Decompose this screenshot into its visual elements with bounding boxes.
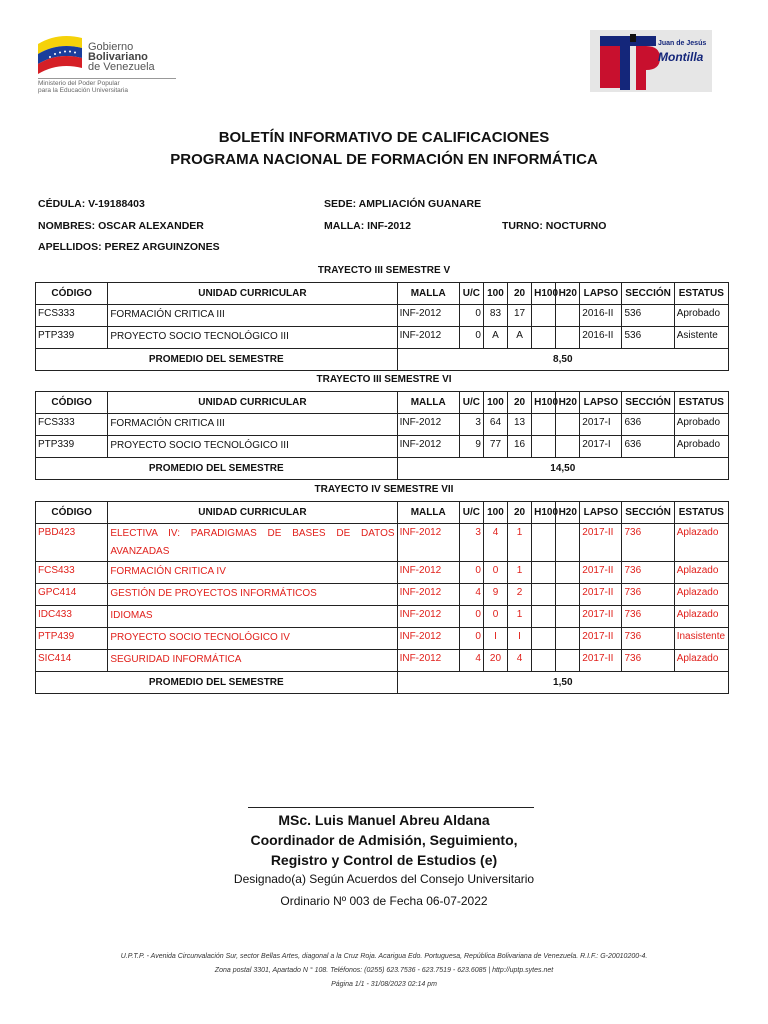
- cell-malla: INF-2012: [397, 650, 459, 672]
- average-label: PROMEDIO DEL SEMESTRE: [36, 458, 398, 480]
- cell-lapso: 2017-II: [580, 524, 622, 562]
- column-header: 20: [508, 283, 532, 305]
- cell-h100: [532, 606, 556, 628]
- footer-page-info: Página 1/1 - 31/08/2023 02:14 pm: [331, 981, 437, 988]
- cell-h100: [532, 584, 556, 606]
- cell-codigo: GPC414: [36, 584, 108, 606]
- footer-contact: Zona postal 3301, Apartado N ° 108. Teléfonos: (0255) 623.7536 - 623.7519 - 623.6085 | http://uptp.sytes.net: [214, 967, 554, 974]
- column-header: SECCIÓN: [622, 283, 674, 305]
- cell-h20: [556, 584, 580, 606]
- cell-h20: [556, 305, 580, 327]
- average-value: 14,50: [397, 458, 728, 480]
- gov-line1: Gobierno: [88, 41, 134, 53]
- column-header: 100: [483, 502, 507, 524]
- cell-h100: [532, 436, 556, 458]
- cell-codigo: FCS433: [36, 562, 108, 584]
- cell-h20: [556, 524, 580, 562]
- column-header: U/C: [459, 392, 483, 414]
- cell-seccion: 736: [622, 606, 674, 628]
- cell-h100: [532, 327, 556, 349]
- column-header: SECCIÓN: [622, 392, 674, 414]
- table-row: [36, 414, 729, 436]
- title-line1: BOLETÍN INFORMATIVO DE CALIFICACIONES: [218, 129, 550, 146]
- cell-n100: 77: [483, 436, 507, 458]
- cell-estatus: Aprobado: [674, 414, 728, 436]
- cell-h20: [556, 562, 580, 584]
- right-logo-text2: Montilla: [658, 50, 704, 64]
- cell-n100: 4: [483, 524, 507, 562]
- cell-n20: 16: [508, 436, 532, 458]
- ministry-line1: Ministerio del Poder Popular: [38, 80, 120, 87]
- cell-lapso: 2017-II: [580, 628, 622, 650]
- cell-estatus: Aplazado: [674, 606, 728, 628]
- signatory-name: MSc. Luis Manuel Abreu Aldana: [278, 812, 490, 828]
- column-header: ESTATUS: [674, 502, 728, 524]
- cell-unidad: FORMACIÓN CRITICA IV: [108, 562, 397, 584]
- cell-n100: 0: [483, 606, 507, 628]
- cell-uc: 0: [459, 628, 483, 650]
- cell-lapso: 2017-II: [580, 650, 622, 672]
- cell-malla: INF-2012: [397, 524, 459, 562]
- column-header: U/C: [459, 283, 483, 305]
- cell-malla: INF-2012: [397, 327, 459, 349]
- cell-unidad: FORMACIÓN CRITICA III: [108, 305, 397, 327]
- cell-uc: 0: [459, 606, 483, 628]
- cell-n20: 1: [508, 606, 532, 628]
- grades-table: [35, 282, 729, 371]
- column-header: ESTATUS: [674, 392, 728, 414]
- cell-lapso: 2017-I: [580, 436, 622, 458]
- cell-h20: [556, 414, 580, 436]
- average-value: 1,50: [397, 672, 728, 694]
- cell-malla: INF-2012: [397, 628, 459, 650]
- table-row: [36, 327, 729, 349]
- cell-n20: 4: [508, 650, 532, 672]
- cell-n100: I: [483, 628, 507, 650]
- cell-seccion: 736: [622, 524, 674, 562]
- cell-malla: INF-2012: [397, 414, 459, 436]
- column-header: H20: [556, 502, 580, 524]
- table-row: [36, 606, 729, 628]
- table-row: [36, 436, 729, 458]
- semester-title: TRAYECTO III SEMESTRE VI: [316, 374, 452, 385]
- table-row: [36, 584, 729, 606]
- student-malla: MALLA: INF-2012: [324, 220, 411, 232]
- cell-h100: [532, 414, 556, 436]
- cell-unidad: FORMACIÓN CRITICA III: [108, 414, 397, 436]
- title-line2: PROGRAMA NACIONAL DE FORMACIÓN EN INFORMÁTICA: [170, 151, 598, 168]
- signatory-role2: Registro y Control de Estudios (e): [270, 852, 498, 868]
- average-value: 8,50: [397, 349, 728, 371]
- cell-lapso: 2017-II: [580, 562, 622, 584]
- column-header: ESTATUS: [674, 283, 728, 305]
- cell-lapso: 2017-II: [580, 584, 622, 606]
- cell-estatus: Inasistente: [674, 628, 728, 650]
- cell-lapso: 2016-II: [580, 327, 622, 349]
- cell-seccion: 736: [622, 584, 674, 606]
- cell-malla: INF-2012: [397, 436, 459, 458]
- cell-codigo: PTP339: [36, 327, 108, 349]
- column-header: H20: [556, 392, 580, 414]
- cell-h20: [556, 436, 580, 458]
- cell-n20: 17: [508, 305, 532, 327]
- student-cedula: CÉDULA: V-19188403: [38, 198, 145, 210]
- cell-n100: A: [483, 327, 507, 349]
- table-row: [36, 650, 729, 672]
- right-logo-text1: Juan de Jesús: [658, 40, 707, 47]
- cell-malla: INF-2012: [397, 305, 459, 327]
- cell-n100: 20: [483, 650, 507, 672]
- cell-unidad: GESTIÓN DE PROYECTOS INFORMÁTICOS: [108, 584, 397, 606]
- average-label: PROMEDIO DEL SEMESTRE: [36, 349, 398, 371]
- table-row: [36, 305, 729, 327]
- column-header: LAPSO: [580, 392, 622, 414]
- column-header: UNIDAD CURRICULAR: [108, 392, 397, 414]
- cell-malla: INF-2012: [397, 606, 459, 628]
- column-header: H100: [532, 392, 556, 414]
- average-row: [36, 672, 729, 694]
- student-apellidos: APELLIDOS: PEREZ ARGUINZONES: [38, 241, 220, 253]
- cell-seccion: 536: [622, 305, 674, 327]
- cell-codigo: FCS333: [36, 305, 108, 327]
- ministry-line2: para la Educación Universitaria: [38, 87, 128, 94]
- cell-uc: 3: [459, 414, 483, 436]
- table-row: [36, 628, 729, 650]
- cell-n100: 83: [483, 305, 507, 327]
- cell-h20: [556, 628, 580, 650]
- column-header: 20: [508, 502, 532, 524]
- cell-unidad: PROYECTO SOCIO TECNOLÓGICO IV: [108, 628, 397, 650]
- cell-estatus: Aplazado: [674, 584, 728, 606]
- cell-n100: 0: [483, 562, 507, 584]
- cell-n20: 2: [508, 584, 532, 606]
- column-header: LAPSO: [580, 502, 622, 524]
- cell-unidad: ELECTIVA IV: PARADIGMAS DE BASES DE DATOS AVANZADAS: [108, 524, 397, 562]
- semester-title: TRAYECTO III SEMESTRE V: [317, 265, 451, 276]
- cell-codigo: FCS333: [36, 414, 108, 436]
- cell-unidad: PROYECTO SOCIO TECNOLÓGICO III: [108, 436, 397, 458]
- column-header: U/C: [459, 502, 483, 524]
- cell-malla: INF-2012: [397, 584, 459, 606]
- cell-h20: [556, 650, 580, 672]
- cell-uc: 3: [459, 524, 483, 562]
- average-row: [36, 349, 729, 371]
- logo-divider: [38, 78, 176, 79]
- cell-estatus: Asistente: [674, 327, 728, 349]
- cell-estatus: Aplazado: [674, 524, 728, 562]
- cell-seccion: 736: [622, 628, 674, 650]
- cell-h20: [556, 606, 580, 628]
- column-header: CÓDIGO: [36, 392, 108, 414]
- column-header: SECCIÓN: [622, 502, 674, 524]
- column-header: UNIDAD CURRICULAR: [108, 502, 397, 524]
- cell-codigo: IDC433: [36, 606, 108, 628]
- cell-malla: INF-2012: [397, 562, 459, 584]
- cell-n20: 13: [508, 414, 532, 436]
- cell-h100: [532, 628, 556, 650]
- signature-line: [248, 807, 534, 808]
- column-header: MALLA: [397, 502, 459, 524]
- cell-uc: 4: [459, 650, 483, 672]
- cell-estatus: Aplazado: [674, 650, 728, 672]
- cell-lapso: 2017-I: [580, 414, 622, 436]
- cell-seccion: 636: [622, 414, 674, 436]
- cell-codigo: SIC414: [36, 650, 108, 672]
- cell-seccion: 736: [622, 562, 674, 584]
- grades-table: [35, 391, 729, 480]
- cell-unidad: IDIOMAS: [108, 606, 397, 628]
- footer-address: U.P.T.P. - Avenida Circunvalación Sur, sector Bellas Artes, diagonal a la Cruz Roja. Acarigua Edo. Portuguesa, República Bolivariana de Venezuela. R.I.F.: G-20010200-4.: [120, 953, 648, 960]
- cell-n100: 9: [483, 584, 507, 606]
- column-header: MALLA: [397, 283, 459, 305]
- cell-codigo: PBD423: [36, 524, 108, 562]
- cell-n20: I: [508, 628, 532, 650]
- cell-lapso: 2017-II: [580, 606, 622, 628]
- semester-title: TRAYECTO IV SEMESTRE VII: [314, 484, 454, 495]
- column-header: UNIDAD CURRICULAR: [108, 283, 397, 305]
- cell-estatus: Aplazado: [674, 562, 728, 584]
- cell-codigo: PTP439: [36, 628, 108, 650]
- cell-h100: [532, 524, 556, 562]
- column-header: LAPSO: [580, 283, 622, 305]
- column-header: H20: [556, 283, 580, 305]
- average-label: PROMEDIO DEL SEMESTRE: [36, 672, 398, 694]
- cell-codigo: PTP339: [36, 436, 108, 458]
- column-header: 100: [483, 283, 507, 305]
- cell-n20: 1: [508, 524, 532, 562]
- gov-line2: Bolivariano: [88, 51, 148, 63]
- table-header-row: [36, 283, 729, 305]
- cell-seccion: 636: [622, 436, 674, 458]
- student-nombres: NOMBRES: OSCAR ALEXANDER: [38, 220, 204, 232]
- signatory-designation: Designado(a) Según Acuerdos del Consejo Universitario: [233, 872, 535, 886]
- table-row: [36, 524, 729, 562]
- cell-estatus: Aprobado: [674, 305, 728, 327]
- cell-h100: [532, 562, 556, 584]
- grades-table: [35, 501, 729, 694]
- column-header: MALLA: [397, 392, 459, 414]
- cell-n20: A: [508, 327, 532, 349]
- cell-estatus: Aprobado: [674, 436, 728, 458]
- average-row: [36, 458, 729, 480]
- cell-uc: 9: [459, 436, 483, 458]
- cell-uc: 0: [459, 305, 483, 327]
- cell-h100: [532, 650, 556, 672]
- student-sede: SEDE: AMPLIACIÓN GUANARE: [324, 198, 482, 210]
- university-logo: [590, 26, 712, 96]
- signatory-ordinance: Ordinario Nº 003 de Fecha 06-07-2022: [280, 894, 488, 908]
- cell-uc: 4: [459, 584, 483, 606]
- column-header: H100: [532, 283, 556, 305]
- cell-unidad: SEGURIDAD INFORMÁTICA: [108, 650, 397, 672]
- student-turno: TURNO: NOCTURNO: [502, 220, 607, 232]
- cell-unidad: PROYECTO SOCIO TECNOLÓGICO III: [108, 327, 397, 349]
- cell-seccion: 536: [622, 327, 674, 349]
- column-header: 20: [508, 392, 532, 414]
- table-header-row: [36, 502, 729, 524]
- cell-n100: 64: [483, 414, 507, 436]
- column-header: H100: [532, 502, 556, 524]
- government-logo: [36, 26, 176, 94]
- cell-h100: [532, 305, 556, 327]
- cell-seccion: 736: [622, 650, 674, 672]
- cell-uc: 0: [459, 327, 483, 349]
- cell-lapso: 2016-II: [580, 305, 622, 327]
- cell-n20: 1: [508, 562, 532, 584]
- column-header: CÓDIGO: [36, 502, 108, 524]
- signatory-role1: Coordinador de Admisión, Seguimiento,: [250, 832, 518, 848]
- cell-h20: [556, 327, 580, 349]
- table-header-row: [36, 392, 729, 414]
- column-header: CÓDIGO: [36, 283, 108, 305]
- cell-uc: 0: [459, 562, 483, 584]
- column-header: 100: [483, 392, 507, 414]
- gov-line3: de Venezuela: [88, 61, 155, 73]
- table-row: [36, 562, 729, 584]
